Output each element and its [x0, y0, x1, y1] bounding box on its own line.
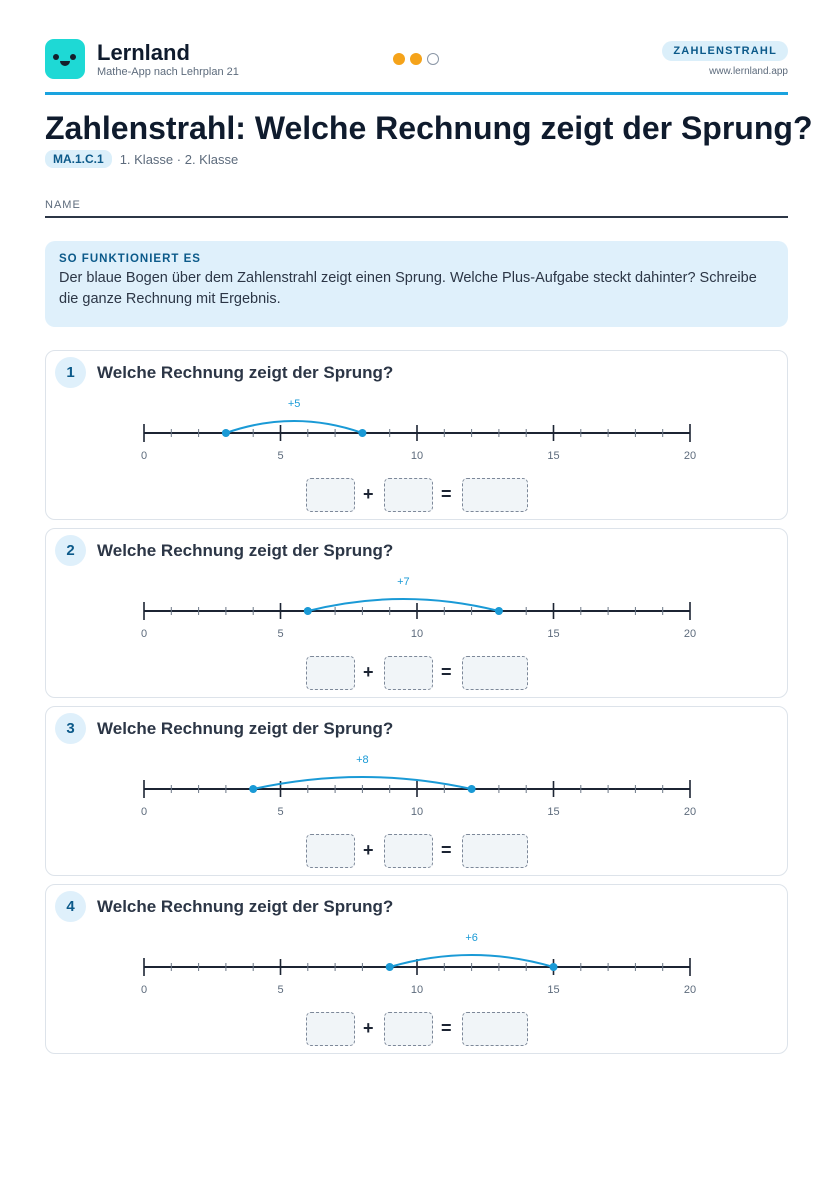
tick-label: 0: [140, 984, 148, 996]
tick-label: 10: [410, 984, 424, 996]
tick-label: 20: [683, 450, 697, 462]
tick-label: 5: [277, 628, 284, 640]
tick-label: 10: [410, 806, 424, 818]
name-label: NAME: [45, 199, 81, 211]
name-write-line[interactable]: [45, 216, 788, 218]
page-header: [45, 38, 788, 95]
second-addend-box[interactable]: [384, 1012, 433, 1046]
meta-row: [45, 150, 238, 168]
curriculum-code-badge: MA.1.C.1: [45, 150, 112, 168]
number-line: [46, 923, 787, 1007]
number-line: [46, 745, 787, 829]
plus-sign: +: [363, 1018, 374, 1038]
task-question: Welche Rechnung zeigt der Sprung?: [97, 363, 394, 382]
equation-row: [306, 834, 528, 870]
task-question: Welche Rechnung zeigt der Sprung?: [97, 541, 394, 560]
jump-arc: [226, 421, 363, 433]
website-url: www.lernland.app: [709, 66, 788, 77]
result-box[interactable]: [462, 1012, 528, 1046]
tick-label: 0: [140, 450, 148, 462]
tick-label: 0: [140, 806, 148, 818]
equation-row: [306, 478, 528, 514]
task-card: [45, 884, 788, 1054]
tick-label: 5: [277, 450, 284, 462]
equals-sign: =: [441, 484, 452, 504]
task-question: Welche Rechnung zeigt der Sprung?: [97, 897, 394, 916]
equals-sign: =: [441, 1018, 452, 1038]
jump-start-point: [386, 963, 394, 971]
jump-end-point: [550, 963, 558, 971]
task-question: Welche Rechnung zeigt der Sprung?: [97, 719, 394, 738]
difficulty-dot-filled: [393, 53, 405, 65]
instructions-heading: SO FUNKTIONIERT ES: [59, 253, 201, 265]
task-number: 3: [55, 713, 86, 744]
result-box[interactable]: [462, 834, 528, 868]
jump-start-point: [249, 785, 257, 793]
tick-label: 20: [683, 984, 697, 996]
jump-arc: [308, 599, 499, 611]
first-addend-box[interactable]: [306, 656, 355, 690]
tick-label: 5: [277, 806, 284, 818]
jump-label: +6: [465, 932, 478, 944]
task-card: [45, 528, 788, 698]
difficulty-indicator: [393, 53, 439, 65]
jump-end-point: [358, 429, 366, 437]
task-card: [45, 706, 788, 876]
grade-levels: 1. Klasse · 2. Klasse: [119, 151, 239, 167]
task-number: 2: [55, 535, 86, 566]
first-addend-box[interactable]: [306, 834, 355, 868]
task-number: 4: [55, 891, 86, 922]
tick-label: 20: [683, 806, 697, 818]
first-addend-box[interactable]: [306, 1012, 355, 1046]
second-addend-box[interactable]: [384, 478, 433, 512]
equation-row: [306, 1012, 528, 1048]
instructions-box: [45, 241, 788, 327]
instructions-text: Der blaue Bogen über dem Zahlenstrahl zeigt einen Sprung. Welche Plus-Aufgabe steckt dahinter? Schreibe die ganze Rechnung mit Ergebnis.: [59, 270, 757, 307]
difficulty-dot-filled: [410, 53, 422, 65]
task-card: [45, 350, 788, 520]
equals-sign: =: [441, 840, 452, 860]
plus-sign: +: [363, 484, 374, 504]
tick-label: 15: [547, 628, 560, 640]
topic-badge: ZAHLENSTRAHL: [662, 41, 788, 61]
tick-label: 15: [547, 806, 560, 818]
difficulty-dot-empty: [427, 53, 439, 65]
brand-subtitle: Mathe-App nach Lehrplan 21: [97, 66, 239, 78]
jump-start-point: [222, 429, 230, 437]
number-line: [46, 389, 787, 473]
tick-label: 10: [410, 450, 424, 462]
jump-label: +8: [356, 754, 369, 766]
page-title: Zahlenstrahl: Welche Rechnung zeigt der Sprung?: [45, 110, 813, 146]
jump-end-point: [495, 607, 503, 615]
jump-label: +7: [397, 576, 410, 588]
equation-row: [306, 656, 528, 692]
tick-label: 15: [547, 984, 560, 996]
tick-label: 0: [140, 628, 148, 640]
equals-sign: =: [441, 662, 452, 682]
first-addend-box[interactable]: [306, 478, 355, 512]
tick-label: 10: [410, 628, 424, 640]
result-box[interactable]: [462, 656, 528, 690]
jump-label: +5: [287, 398, 301, 410]
jump-end-point: [468, 785, 476, 793]
second-addend-box[interactable]: [384, 656, 433, 690]
brand-name: Lernland: [97, 40, 190, 65]
plus-sign: +: [363, 662, 374, 682]
tick-label: 5: [277, 984, 284, 996]
task-number: 1: [55, 357, 86, 388]
second-addend-box[interactable]: [384, 834, 433, 868]
tick-label: 15: [547, 450, 560, 462]
jump-start-point: [304, 607, 312, 615]
number-line: [46, 567, 787, 651]
result-box[interactable]: [462, 478, 528, 512]
plus-sign: +: [363, 840, 374, 860]
app-logo-icon: [45, 39, 85, 79]
tick-label: 20: [683, 628, 697, 640]
